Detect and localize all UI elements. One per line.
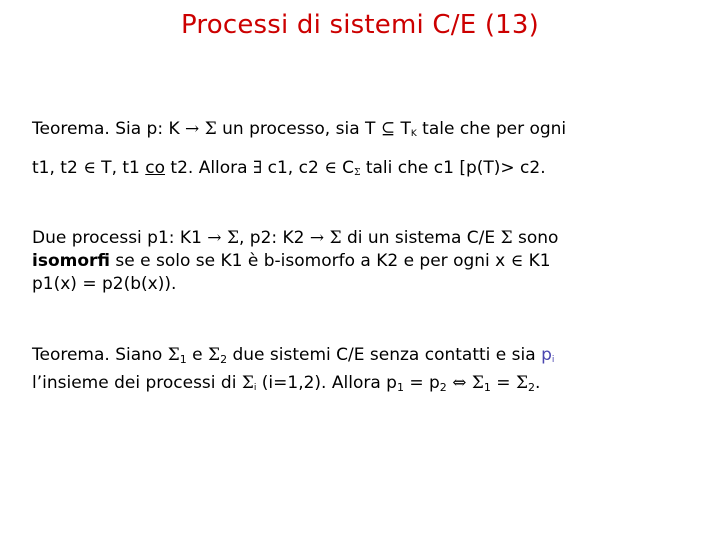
theorem-paragraph-2 [32, 344, 554, 400]
definition-line-3: p1(x) = p2(b(x)). [32, 274, 177, 294]
theorem-paragraph-1 [32, 118, 566, 185]
theorem-2-line-1: Teorema. Siano $\Sigma_1$ e $\Sigma_2$ due sistemi C/E senza contatti e sia pi [32, 345, 555, 366]
definition-line-1: Due processi p1: K1 → Σ, p2: K2 → Σ di un sistema C/E Σ sono [32, 228, 559, 248]
theorem-1-line-2: t1, t2 ∈ T, t1 co t2. Allora ∃ c1, c2 ∈ CΣ tali che c1 [p(T)> c2. [32, 158, 546, 178]
theorem-2-line-2: l’insieme dei processi di Σi (i=1,2). Allora $p_1 = p_2$ ⇔ $\Sigma_1 = \Sigma_2$. [32, 373, 541, 394]
isomorfi-term: isomorfi [32, 251, 111, 271]
definition-line-2: isomorfi se e solo se K1 è b-isomorfo a K2 e per ogni x ∈ K1 [32, 251, 551, 271]
slide-title: Processi di sistemi C/E (13) [180, 10, 539, 40]
theorem-1-line-1: Teorema. Sia p: K → Σ un processo, sia T ⊆ TK tale che per ogni [32, 119, 567, 139]
isomorphism-definition-paragraph [32, 227, 558, 296]
